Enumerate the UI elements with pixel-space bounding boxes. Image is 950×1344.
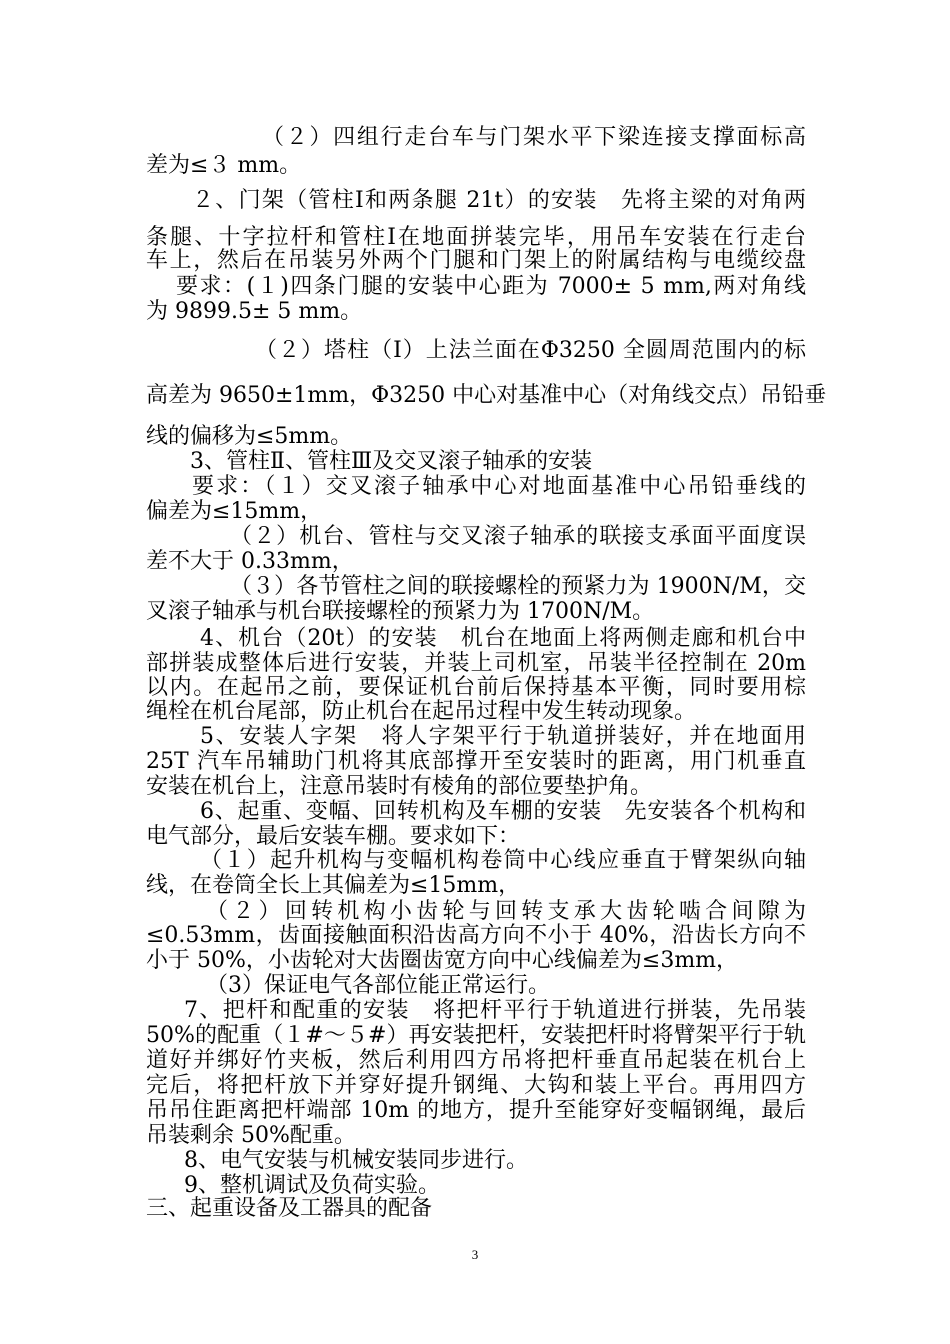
section-heading: ２、门架（管柱Ⅰ和两条腿 21t）的安装 先将主梁的对角两 bbox=[192, 188, 806, 213]
text-line: 要求：（１）交叉滚子轴承中心对地面基准中心吊铅垂线的 bbox=[192, 474, 806, 499]
page-number: 3 bbox=[471, 1247, 479, 1262]
section-heading: 8、电气安装与机械安装同步进行。 bbox=[184, 1148, 528, 1173]
text-line: 道好并绑好竹夹板，然后利用四方吊将把杆垂直吊起装在机台上 bbox=[146, 1048, 806, 1073]
text-line: 吊装剩余 50%配重。 bbox=[146, 1123, 356, 1148]
text-line: 线的偏移为≤5mm。 bbox=[146, 424, 353, 449]
text-line: 25T 汽车吊辅助门机将其底部撑开至安装时的距离，用门机垂直 bbox=[146, 749, 806, 774]
text-line: 高差为 9650±1mm，Φ3250 中心对基准中心（对角线交点）吊铅垂 bbox=[146, 383, 827, 408]
section-heading: 6、起重、变幅、回转机构及车棚的安装 先安装各个机构和 bbox=[200, 799, 806, 824]
section-heading: 4、机台（20t）的安装 机台在地面上将两侧走廊和机台中 bbox=[200, 626, 806, 651]
section-heading: 5、安装人字架 将人字架平行于轨道拼装好，并在地面用 bbox=[200, 724, 806, 749]
text-line: （２）机台、管柱与交叉滚子轴承的联接支承面平面度误 bbox=[230, 524, 806, 549]
chapter-heading: 三、起重设备及工器具的配备 bbox=[146, 1196, 433, 1221]
text-line: 以内。在起吊之前，要保证机台前后保持基本平衡，同时要用棕 bbox=[146, 675, 806, 700]
text-line: （３）各节管柱之间的联接螺栓的预紧力为 1900N/M，交 bbox=[230, 574, 806, 599]
text-line: 电气部分，最后安装车棚。要求如下： bbox=[146, 824, 521, 849]
text-line: 吊吊住距离把杆端部 10m 的地方，提升至能穿好变幅钢绳，最后 bbox=[146, 1098, 806, 1123]
text-line: （3）保证电气各部位能正常运行。 bbox=[206, 973, 550, 998]
section-heading: 9、整机调试及负荷实验。 bbox=[184, 1173, 440, 1198]
section-heading: 3、管柱Ⅱ、管柱Ⅲ及交叉滚子轴承的安装 bbox=[190, 449, 593, 474]
text-line: （２）塔柱（Ⅰ）上法兰面在Φ3250 全圆周范围内的标 bbox=[255, 338, 806, 363]
text-line: 50%的配重（１#～５#）再安装把杆，安装把杆时将臂架平行于轨 bbox=[146, 1023, 806, 1048]
text-line: 小于 50%，小齿轮对大齿圈齿宽方向中心线偏差为≤3mm， bbox=[146, 948, 739, 973]
text-line: 部拼装成整体后进行安装，并装上司机室，吊装半径控制在 20m bbox=[146, 651, 806, 676]
text-line: 为 9899.5± 5 mm。 bbox=[146, 299, 363, 324]
text-line: 差不大于 0.33mm， bbox=[146, 549, 354, 574]
text-line: 偏差为≤15mm， bbox=[146, 499, 323, 524]
text-line: 差为≤３ mm。 bbox=[146, 153, 302, 178]
text-line: （１）起升机构与变幅机构卷筒中心线应垂直于臂架纵向轴 bbox=[200, 848, 806, 873]
text-line: ≤0.53mm，齿面接触面积沿齿高方向不小于 40%，沿齿长方向不 bbox=[146, 923, 806, 948]
text-line: （２）四组行走台车与门架水平下梁连接支撑面标高 bbox=[262, 125, 806, 150]
text-line: 车上，然后在吊装另外两个门腿和门架上的附属结构与电缆绞盘 bbox=[146, 248, 806, 273]
text-line: 线，在卷筒全长上其偏差为≤15mm， bbox=[146, 873, 521, 898]
text-line: 要求：(１)四条门腿的安装中心距为 7000± 5 mm,两对角线 bbox=[176, 274, 806, 299]
text-line: 绳栓在机台尾部，防止机台在起吊过程中发生转动现象。 bbox=[146, 699, 697, 724]
text-line: 叉滚子轴承与机台联接螺栓的预紧力为 1700N/M。 bbox=[146, 599, 655, 624]
text-line: 完后，将把杆放下并穿好提升钢绳、大钩和装上平台。再用四方 bbox=[146, 1073, 806, 1098]
text-line: （２）回转机构小齿轮与回转支承大齿轮啮合间隙为 bbox=[206, 899, 806, 924]
text-line: 条腿、十字拉杆和管柱Ⅰ在地面拼装完毕，用吊车安装在行走台 bbox=[146, 225, 806, 250]
text-line: 安装在机台上，注意吊装时有棱角的部位要垫护角。 bbox=[146, 774, 653, 799]
section-heading: 7、把杆和配重的安装 将把杆平行于轨道进行拼装，先吊装 bbox=[184, 998, 806, 1023]
